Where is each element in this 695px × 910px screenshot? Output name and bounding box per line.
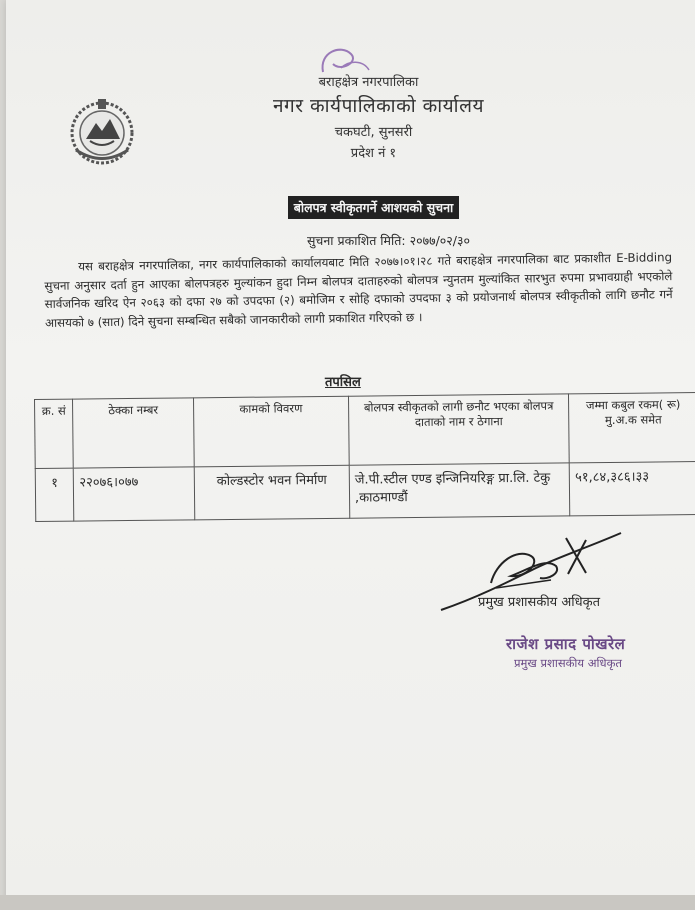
header-bidder: बोलपत्र स्वीकृतको लागी छनौट भएका बोलपत्र दाताको नाम र ठेगाना bbox=[348, 394, 569, 465]
header-amount: जम्मा कबुल रकम( रू) मु.अ.क समेत bbox=[569, 393, 695, 463]
paper-edge bbox=[0, 895, 695, 910]
header-description: कामको विवरण bbox=[193, 396, 349, 467]
published-date: सुचना प्रकाशित मिति: २०७७/०२/३० bbox=[306, 233, 470, 248]
municipality-name: बराहक्षेत्र नगरपालिका bbox=[318, 75, 419, 90]
table-row bbox=[35, 462, 695, 522]
table-header-row bbox=[35, 393, 695, 469]
notice-title: बोलपत्र स्वीकृतगर्ने आशयको सुचना bbox=[288, 196, 460, 219]
province: प्रदेश नं १ bbox=[350, 146, 397, 161]
office-location: चकघटी, सुनसरी bbox=[334, 125, 413, 140]
signatory-title: प्रमुख प्रशासकीय अधिकृत bbox=[478, 595, 601, 610]
document-page bbox=[6, 0, 695, 905]
cell-serial: १ bbox=[35, 468, 74, 521]
stamp-title: प्रमुख प्रशासकीय अधिकृत bbox=[514, 656, 622, 670]
cell-contract-no: २२०७६।०७७ bbox=[74, 467, 195, 521]
details-heading: तपसिल bbox=[325, 375, 361, 390]
notice-body bbox=[44, 248, 673, 332]
notice-body-text: यस बराहक्षेत्र नगरपालिका, नगर कार्यपालिकाको कार्यालयबाट मिति २०७७।०१।२८ गते बराहक्षेत्र नगरपालिका बाट प्रकाशीत E-Bidding सुचना अनुसार दर्ता हुन आएका बोलपत्रहरु मुल्यांकन हुदा निम्न बोलपत्र दाताहरुको बोलपत्र न्युनतम मुल्यांकित सारभुत रुपमा प्रभावग्राही भएकोले सार्वजनिक खरिद ऐन २०६३ को दफा २७ को उपदफा (२) बमोजिम र सोहि दफाको उपदफा ३ को प्रयोजनार्थ बोलपत्र स्वीकृतीको लागि छनौट गर्ने आसयको ७ (सात) दिने सुचना सम्बन्धित सबैको जानकारीको लागी प्रकाशित गरिएको छ । bbox=[44, 250, 673, 330]
stamp-name: राजेश प्रसाद पोखरेल bbox=[506, 635, 626, 653]
tender-table bbox=[34, 392, 695, 522]
cell-description: कोल्डस्टोर भवन निर्माण bbox=[194, 465, 350, 520]
office-name: नगर कार्यपालिकाको कार्यालय bbox=[272, 95, 485, 117]
cell-amount: ५१,८४,३८६।३३ bbox=[569, 462, 695, 516]
header-serial: क्र. सं bbox=[35, 399, 74, 468]
header-contract-no: ठेक्का नम्बर bbox=[73, 398, 194, 468]
cell-bidder: जे.पी.स्टील एण्ड इन्जिनियरिङ्ग प्रा.लि. टेकु ,काठमाण्डौं bbox=[349, 463, 570, 518]
